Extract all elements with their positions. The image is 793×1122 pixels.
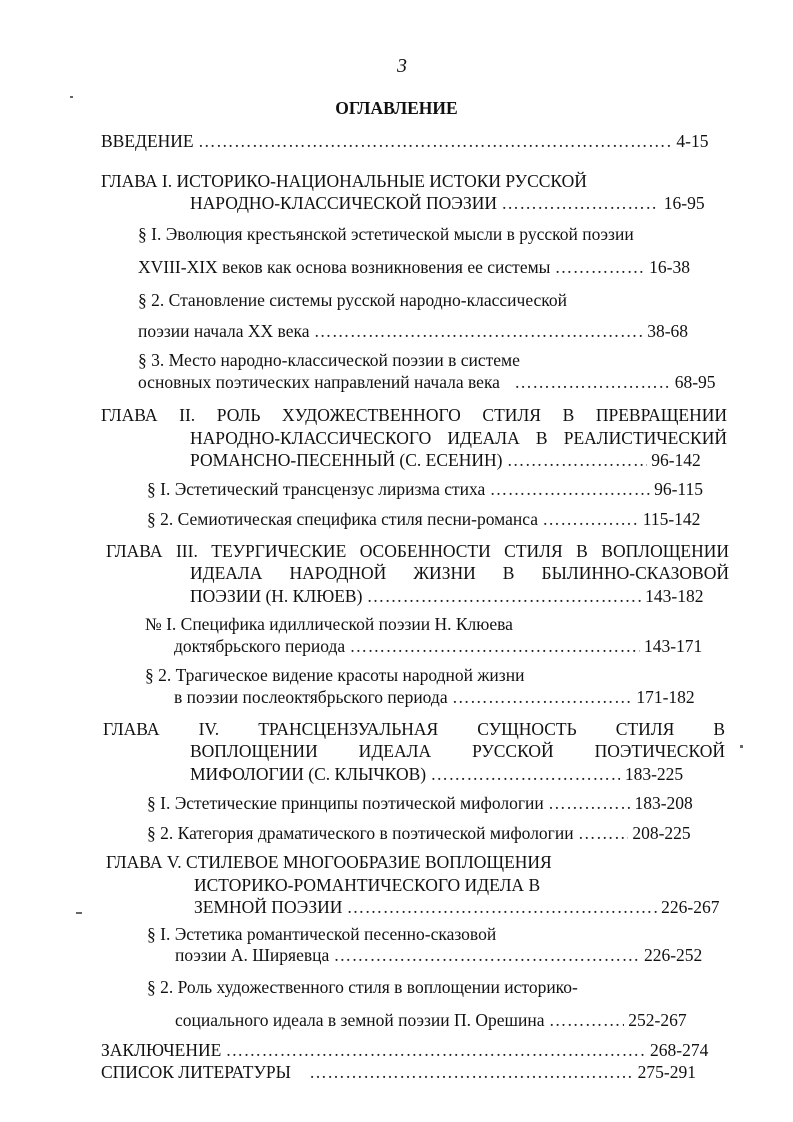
toc-entry-section-4-1[interactable]	[147, 793, 693, 813]
entry-pages: 68-95	[674, 372, 716, 392]
entry-pages: 16-38	[649, 257, 690, 277]
leader-dots	[334, 945, 640, 965]
chapter-5-title-line1[interactable]: ГЛАВА V. СТИЛЕВОЕ МНОГООБРАЗИЕ ВОПЛОЩЕНИЯ	[106, 852, 552, 872]
toc-entry-conclusion[interactable]	[101, 1040, 708, 1060]
toc-entry-section-3-1[interactable]	[174, 636, 702, 656]
section-5-2-line1[interactable]: § 2. Роль художественного стиля в воплощении историко-	[147, 977, 578, 997]
section-3-1-line1[interactable]: № I. Специфика идиллической поэзии Н. Клюева	[145, 614, 513, 634]
toc-entry-section-5-1[interactable]	[175, 945, 702, 965]
toc-entry-section-1-2[interactable]	[138, 321, 688, 341]
entry-label: § I. Эстетические принципы поэтической мифологии	[147, 793, 544, 813]
entry-label: поэзии начала ХХ века	[138, 321, 310, 341]
entry-label: МИФОЛОГИИ (С. КЛЫЧКОВ)	[190, 764, 427, 784]
leader-dots	[430, 764, 620, 784]
scan-speck	[740, 745, 743, 748]
entry-label: XVIII-XIX веков как основа возникновения ее системы	[138, 257, 551, 277]
chapter-1-title-line1[interactable]: ГЛАВА I. ИСТОРИКО-НАЦИОНАЛЬНЫЕ ИСТОКИ РУССКОЙ	[101, 171, 587, 191]
toc-entry-chapter-1[interactable]	[190, 193, 705, 213]
toc-entry-section-1-1[interactable]	[138, 257, 690, 277]
entry-pages: 226-252	[643, 945, 703, 965]
section-3-2-line1[interactable]: § 2. Трагическое видение красоты народной жизни	[145, 665, 525, 685]
toc-entry-section-4-2[interactable]	[147, 823, 691, 843]
leader-dots	[514, 372, 670, 392]
section-1-2-line1[interactable]: § 2. Становление системы русской народно-классической	[138, 290, 568, 310]
chapter-4-title-line2[interactable]: ВОПЛОЩЕНИИ ИДЕАЛА РУССКОЙ ПОЭТИЧЕСКОЙ	[190, 741, 725, 761]
leader-dots	[542, 509, 638, 529]
toc-entry-introduction[interactable]	[101, 131, 708, 151]
chapter-3-title-line2[interactable]: ИДЕАЛА НАРОДНОЙ ЖИЗНИ В БЫЛИННО-СКАЗОВОЙ	[190, 563, 729, 583]
chapter-3-title-line1[interactable]: ГЛАВА III. ТЕУРГИЧЕСКИЕ ОСОБЕННОСТИ СТИЛЯ В ВОПЛОЩЕНИИ	[106, 541, 729, 561]
entry-pages: 16-95	[663, 193, 705, 213]
entry-label: ВВЕДЕНИЕ	[101, 131, 194, 151]
entry-label: § 2. Категория драматического в поэтической мифологии	[147, 823, 574, 843]
section-1-1-line1[interactable]: § I. Эволюция крестьянской эстетической мысли в русской поэзии	[138, 224, 634, 244]
entry-pages: 183-225	[624, 764, 684, 784]
leader-dots	[501, 193, 659, 213]
entry-label: НАРОДНО-КЛАССИЧЕСКОЙ ПОЭЗИИ	[190, 193, 498, 213]
toc-entry-section-2-2[interactable]	[147, 509, 700, 529]
entry-pages: 4-15	[676, 131, 709, 151]
toc-entry-references[interactable]	[101, 1062, 696, 1082]
entry-pages: 226-267	[661, 897, 720, 917]
entry-pages: 143-171	[643, 636, 703, 656]
scan-speck	[70, 96, 73, 98]
entry-label: РОМАНСНО-ПЕСЕННЫЙ (С. ЕСЕНИН)	[190, 450, 503, 470]
chapter-2-title-line2[interactable]: НАРОДНО-КЛАССИЧЕСКОГО ИДЕАЛА В РЕАЛИСТИЧЕСКИЙ	[190, 428, 727, 448]
entry-pages: 96-142	[651, 450, 701, 470]
entry-label: ЗАКЛЮЧЕНИЕ	[101, 1040, 222, 1060]
entry-pages: 96-115	[654, 479, 704, 499]
entry-label: ПОЭЗИИ (Н. КЛЮЕВ)	[190, 586, 363, 606]
leader-dots	[507, 450, 647, 470]
page-number: 3	[397, 55, 407, 77]
entry-pages: 275-291	[637, 1062, 696, 1082]
leader-dots	[452, 687, 632, 707]
entry-label: § I. Эстетический трансцензус лиризма стиха	[147, 479, 486, 499]
section-1-3-line1[interactable]: § 3. Место народно-классической поэзии в системе	[138, 350, 520, 370]
entry-label: доктябрьского периода	[174, 636, 346, 656]
entry-pages: 143-182	[645, 586, 704, 606]
toc-entry-chapter-4[interactable]	[190, 764, 683, 784]
entry-pages: 183-208	[634, 793, 693, 813]
chapter-5-title-line2[interactable]: ИСТОРИКО-РОМАНТИЧЕСКОГО ИДЕЛА В	[194, 875, 541, 895]
leader-dots	[367, 586, 641, 606]
toc-entry-section-2-1[interactable]	[147, 479, 703, 499]
leader-dots	[198, 131, 672, 151]
leader-dots	[309, 1062, 633, 1082]
leader-dots	[548, 793, 630, 813]
chapter-2-title-line1[interactable]: ГЛАВА II. РОЛЬ ХУДОЖЕСТВЕННОГО СТИЛЯ В ПРЕВРАЩЕНИИ	[101, 405, 727, 425]
leader-dots	[549, 1010, 624, 1030]
toc-entry-section-3-2[interactable]	[174, 687, 695, 707]
leader-dots	[314, 321, 643, 341]
entry-pages: 115-142	[642, 509, 701, 529]
entry-label: СПИСОК ЛИТЕРАТУРЫ	[101, 1062, 291, 1082]
entry-label: поэзии А. Ширяевца	[175, 945, 330, 965]
leader-dots	[555, 257, 645, 277]
entry-pages: 252-267	[628, 1010, 687, 1030]
leader-dots	[347, 897, 657, 917]
entry-label: § 2. Семиотическая специфика стиля песни-романса	[147, 509, 538, 529]
leader-dots	[350, 636, 640, 656]
page-title: ОГЛАВЛЕНИЕ	[335, 98, 458, 118]
section-5-1-line1[interactable]: § I. Эстетика романтической песенно-сказовой	[147, 924, 497, 944]
entry-pages: 268-274	[650, 1040, 709, 1060]
toc-entry-chapter-2[interactable]	[190, 450, 701, 470]
toc-entry-section-5-2[interactable]	[175, 1010, 687, 1030]
entry-label: основных поэтических направлений начала века	[138, 372, 500, 392]
entry-label: ЗЕМНОЙ ПОЭЗИИ	[194, 897, 343, 917]
scan-speck	[76, 912, 82, 914]
toc-entry-chapter-3[interactable]	[190, 586, 703, 606]
toc-entry-section-1-3[interactable]	[138, 372, 716, 392]
entry-label: в поэзии послеоктябрьского периода	[174, 687, 448, 707]
leader-dots	[226, 1040, 646, 1060]
chapter-4-title-line1[interactable]: ГЛАВА IV. ТРАНСЦЕНЗУАЛЬНАЯ СУЩНОСТЬ СТИЛЯ В	[103, 719, 725, 739]
leader-dots	[578, 823, 628, 843]
entry-pages: 38-68	[647, 321, 689, 341]
toc-entry-chapter-5[interactable]	[194, 897, 719, 917]
entry-label: социального идеала в земной поэзии П. Орешина	[175, 1010, 545, 1030]
leader-dots	[490, 479, 650, 499]
entry-pages: 171-182	[636, 687, 695, 707]
entry-pages: 208-225	[632, 823, 691, 843]
